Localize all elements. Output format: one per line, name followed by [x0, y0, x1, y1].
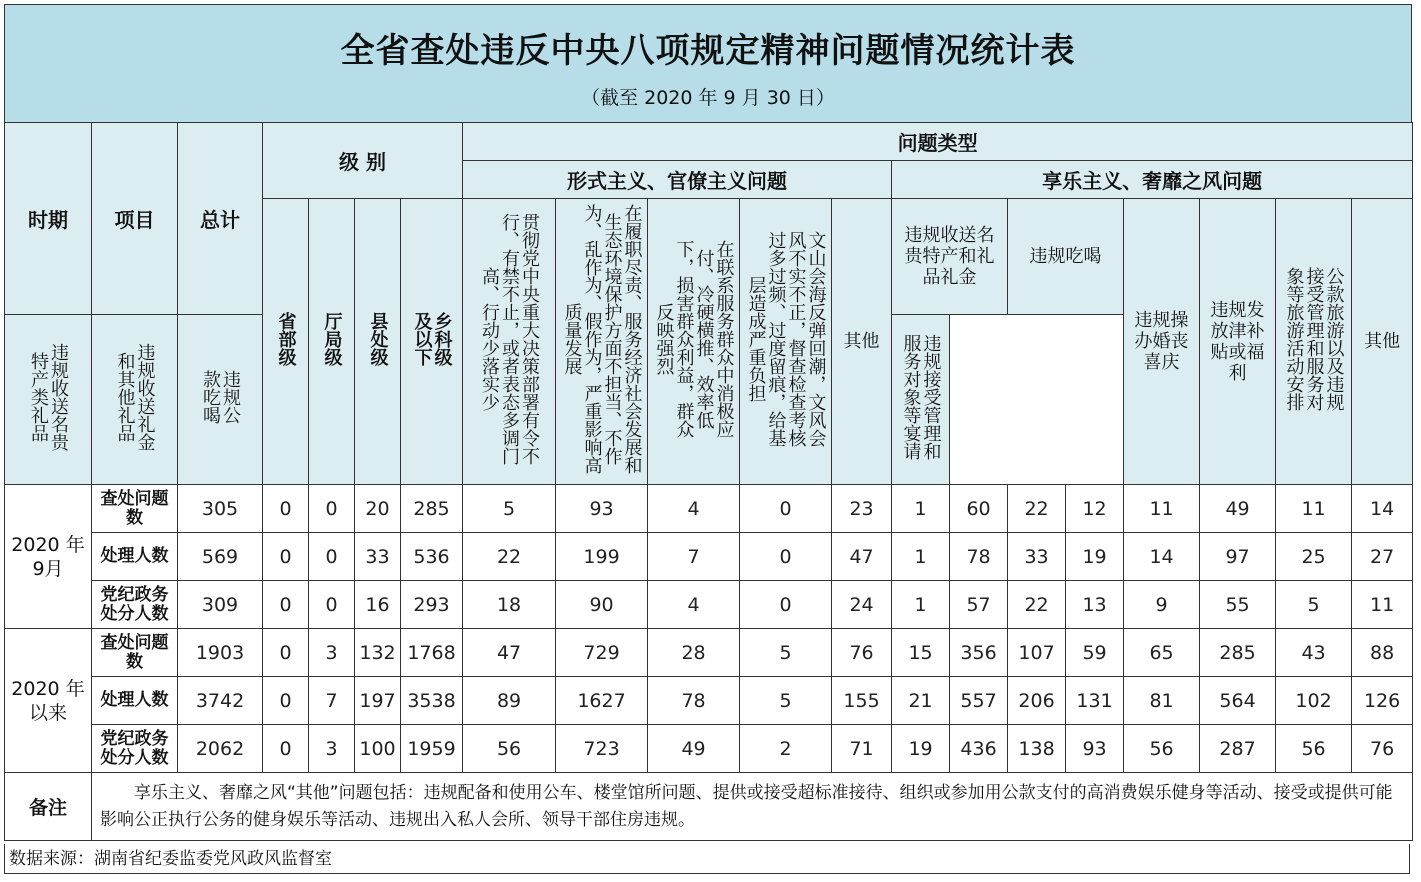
value-cell: 65 [1124, 629, 1200, 677]
item-cell: 党纪政务处分人数 [92, 725, 178, 773]
value-cell: 78 [648, 677, 740, 725]
value-cell: 81 [1124, 677, 1200, 725]
value-cell: 0 [263, 677, 309, 725]
value-cell: 18 [463, 581, 556, 629]
value-cell: 3 [309, 629, 355, 677]
title-banner [4, 4, 1412, 123]
value-cell: 0 [263, 581, 309, 629]
value-cell: 557 [950, 677, 1008, 725]
value-cell: 59 [1066, 629, 1124, 677]
value-cell: 11 [1352, 581, 1413, 629]
value-cell: 4 [648, 485, 740, 533]
table-row [5, 725, 1413, 773]
header-level-county: 县处级 [355, 199, 401, 485]
value-cell: 5 [1276, 581, 1352, 629]
header-hedonism-other: 其他 [1352, 199, 1413, 485]
value-cell: 536 [401, 533, 463, 581]
value-cell: 15 [892, 629, 950, 677]
value-cell: 309 [178, 581, 263, 629]
value-cell: 2062 [178, 725, 263, 773]
item-cell: 处理人数 [92, 533, 178, 581]
table-row [5, 677, 1413, 725]
value-cell: 93 [556, 485, 648, 533]
value-cell: 12 [1066, 485, 1124, 533]
value-cell: 155 [832, 677, 892, 725]
value-cell: 23 [832, 485, 892, 533]
value-cell: 197 [355, 677, 401, 725]
value-cell: 4 [648, 581, 740, 629]
value-cell: 1627 [556, 677, 648, 725]
value-cell: 57 [950, 581, 1008, 629]
value-cell: 126 [1352, 677, 1413, 725]
item-cell: 查处问题数 [92, 629, 178, 677]
value-cell: 0 [263, 725, 309, 773]
value-cell: 100 [355, 725, 401, 773]
value-cell: 56 [1124, 725, 1200, 773]
header-wedding-funeral: 违规操办婚丧喜庆 [1124, 199, 1200, 485]
value-cell: 22 [1008, 581, 1066, 629]
value-cell: 89 [463, 677, 556, 725]
header-formalism-col-3: 在联系服务群众中消极应付、冷硬横推、效率低下，损害群众利益，群众反映强烈 [648, 199, 740, 485]
value-cell: 3742 [178, 677, 263, 725]
value-cell: 11 [1276, 485, 1352, 533]
value-cell: 20 [355, 485, 401, 533]
value-cell: 1 [892, 485, 950, 533]
value-cell: 1768 [401, 629, 463, 677]
value-cell: 1 [892, 581, 950, 629]
header-formalism-other: 其他 [832, 199, 892, 485]
header-level: 级 别 [263, 123, 463, 199]
table-row [5, 629, 1413, 677]
header-item: 项目 [92, 123, 178, 315]
value-cell: 0 [740, 533, 832, 581]
header-allowance: 违规发放津补贴或福利 [1200, 199, 1276, 485]
header-total: 总计 [178, 123, 263, 315]
header-gift-money: 违规收送礼金和其他礼品 [92, 315, 178, 485]
value-cell: 78 [950, 533, 1008, 581]
value-cell: 0 [740, 485, 832, 533]
value-cell: 76 [1352, 725, 1413, 773]
value-cell: 93 [1066, 725, 1124, 773]
header-formalism-col-2: 在履职尽责、服务经济社会发展和生态环境保护方面不担当、不作为、乱作为、假作为，严重影响高质量发展 [556, 199, 648, 485]
page-subtitle: （截至 2020 年 9 月 30 日） [581, 87, 835, 109]
value-cell: 436 [950, 725, 1008, 773]
value-cell: 206 [1008, 677, 1066, 725]
value-cell: 132 [355, 629, 401, 677]
value-cell: 56 [1276, 725, 1352, 773]
value-cell: 56 [463, 725, 556, 773]
value-cell: 5 [740, 677, 832, 725]
value-cell: 569 [178, 533, 263, 581]
header-hedonism: 享乐主义、奢靡之风问题 [892, 161, 1413, 199]
header-level-provincial: 省部级 [263, 199, 309, 485]
value-cell: 5 [463, 485, 556, 533]
value-cell: 97 [1200, 533, 1276, 581]
header-gift-specialty: 违规收送名贵特产类礼品 [5, 315, 92, 485]
note-text: 享乐主义、奢靡之风“其他”问题包括：违规配备和使用公车、楼堂馆所问题、提供或接受超标准接待、组织或参加用公款支付的高消费娱乐健身等活动、接受或提供可能影响公正执行公务的健身娱乐等活动、违规出入私人会所、领导干部住房违规。 [92, 773, 1413, 841]
value-cell: 90 [556, 581, 648, 629]
value-cell: 5 [740, 629, 832, 677]
value-cell: 60 [950, 485, 1008, 533]
value-cell: 1 [892, 533, 950, 581]
value-cell: 25 [1276, 533, 1352, 581]
item-cell: 查处问题数 [92, 485, 178, 533]
value-cell: 0 [263, 629, 309, 677]
value-cell: 3538 [401, 677, 463, 725]
value-cell: 564 [1200, 677, 1276, 725]
value-cell: 293 [401, 581, 463, 629]
value-cell: 0 [740, 581, 832, 629]
value-cell: 13 [1066, 581, 1124, 629]
statistics-table [4, 122, 1413, 841]
value-cell: 729 [556, 629, 648, 677]
value-cell: 49 [1200, 485, 1276, 533]
value-cell: 7 [648, 533, 740, 581]
value-cell: 0 [263, 485, 309, 533]
header-eat-public: 违规公款吃喝 [178, 315, 263, 485]
data-source: 数据来源：湖南省纪委监委党风政风监督室 [4, 844, 1410, 874]
value-cell: 47 [463, 629, 556, 677]
value-cell: 305 [178, 485, 263, 533]
value-cell: 131 [1066, 677, 1124, 725]
value-cell: 19 [892, 725, 950, 773]
value-cell: 0 [309, 581, 355, 629]
value-cell: 55 [1200, 581, 1276, 629]
header-formalism-col-1: 贯彻党中央重大决策部署有令不行、有禁不止，或者表态多调门高、行动少落实少 [463, 199, 556, 485]
page-title: 全省查处违反中央八项规定精神问题情况统计表 [340, 31, 1076, 71]
value-cell: 102 [1276, 677, 1352, 725]
value-cell: 24 [832, 581, 892, 629]
value-cell: 199 [556, 533, 648, 581]
value-cell: 11 [1124, 485, 1200, 533]
header-eat-banquet: 违规接受管理和服务对象等宴请 [892, 315, 950, 485]
value-cell: 287 [1200, 725, 1276, 773]
value-cell: 27 [1352, 533, 1413, 581]
header-gift: 违规收送名贵特产和礼品礼金 [892, 199, 1008, 315]
value-cell: 0 [309, 485, 355, 533]
report-sheet [4, 4, 1412, 874]
value-cell: 76 [832, 629, 892, 677]
value-cell: 107 [1008, 629, 1066, 677]
value-cell: 285 [1200, 629, 1276, 677]
period-cell: 2020 年 9月 [5, 485, 92, 629]
header-period: 时期 [5, 123, 92, 315]
value-cell: 2 [740, 725, 832, 773]
value-cell: 47 [832, 533, 892, 581]
item-cell: 党纪政务处分人数 [92, 581, 178, 629]
header-level-township: 乡科级及以下 [401, 199, 463, 485]
item-cell: 处理人数 [92, 677, 178, 725]
value-cell: 9 [1124, 581, 1200, 629]
value-cell: 3 [309, 725, 355, 773]
value-cell: 0 [263, 533, 309, 581]
table-row [5, 485, 1413, 533]
value-cell: 22 [1008, 485, 1066, 533]
value-cell: 1959 [401, 725, 463, 773]
header-level-bureau: 厅局级 [309, 199, 355, 485]
table-row [5, 581, 1413, 629]
value-cell: 7 [309, 677, 355, 725]
note-row [5, 773, 1413, 841]
value-cell: 43 [1276, 629, 1352, 677]
header-eat: 违规吃喝 [1008, 199, 1124, 315]
value-cell: 19 [1066, 533, 1124, 581]
table-row [5, 533, 1413, 581]
value-cell: 1903 [178, 629, 263, 677]
value-cell: 285 [401, 485, 463, 533]
value-cell: 356 [950, 629, 1008, 677]
value-cell: 14 [1352, 485, 1413, 533]
header-formalism: 形式主义、官僚主义问题 [463, 161, 892, 199]
header-travel: 公款旅游以及违规接受管理和服务对象等旅游活动安排 [1276, 199, 1352, 485]
header-formalism-col-4: 文山会海反弹回潮，文风会风不实不正，督查检查考核过多过频、过度留痕，给基层造成严重负担 [740, 199, 832, 485]
period-cell: 2020 年 以来 [5, 629, 92, 773]
value-cell: 33 [1008, 533, 1066, 581]
value-cell: 22 [463, 533, 556, 581]
value-cell: 71 [832, 725, 892, 773]
value-cell: 14 [1124, 533, 1200, 581]
value-cell: 33 [355, 533, 401, 581]
value-cell: 0 [309, 533, 355, 581]
value-cell: 138 [1008, 725, 1066, 773]
note-label: 备注 [5, 773, 92, 841]
value-cell: 28 [648, 629, 740, 677]
value-cell: 49 [648, 725, 740, 773]
value-cell: 16 [355, 581, 401, 629]
value-cell: 88 [1352, 629, 1413, 677]
value-cell: 21 [892, 677, 950, 725]
value-cell: 723 [556, 725, 648, 773]
header-problem-type: 问题类型 [463, 123, 1413, 161]
